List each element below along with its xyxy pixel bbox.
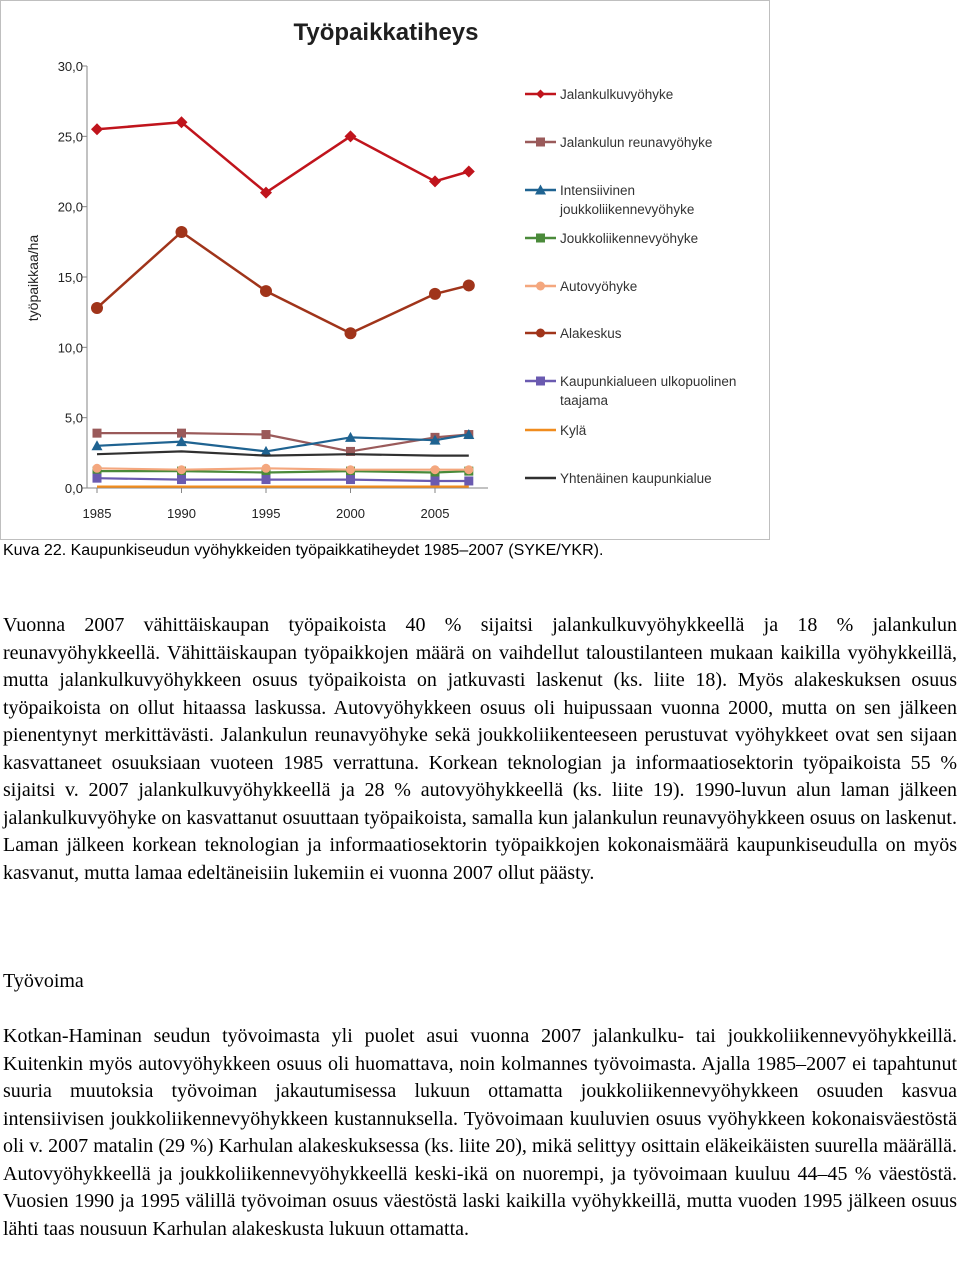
body-paragraph-1: Vuonna 2007 vähittäiskaupan työpaikoista 40 % sijaitsi jalankulkuvyöhykkeellä ja 18 % jalankulun reunavyöhykkeellä. Vähittäiskaupan työpaikkojen määrä on vaihdellut taloustilanteen mukaan kaikilla vyöhykkeillä, mutta jalankulkuvyöhykkeen osuus työpaikoista on jatkuvasti laskenut (ks. liite 18). Myös alakeskuksen osuus työpaikoista on ollut hitaassa laskussa. Autovyöhykkeen osuus oli huipussaan vuonna 2000, mutta on sen jälkeen pienentynyt merkittävästi. Jalankulun reunavyöhyke sekä joukkoliikenteeseen perustuvat vyöhykkeet ovat sen sijaan kasvattaneet osuuksiaan vuoteen 1985 verrattuna. Korkean teknologian ja informaatiosektorin työpaikoista 55 % sijaitsi v. 2007 jalankulkuvyöhykkeellä ja 28 % autovyöhykkeellä (ks. liite 19). 1990-luvun alun laman jälkeen jalankulkuvyöhyke on kasvattanut osuuttaan työpaikoista, samalla kun jalankulun reunavyöhykkeen osuus on laskenut. Laman jälkeen korkean teknologian ja informaatiosektorin työpaikkojen kokonaismäärä kaupunkiseudulla on myös kasvanut, mutta lamaa edeltäneisiin lukemiin ei vuonna 2007 ollut päästy. bbox=[3, 614, 957, 884]
data-point bbox=[177, 465, 186, 474]
data-point bbox=[176, 226, 188, 238]
legend-label-line: Kaupunkialueen ulkopuolinen bbox=[560, 374, 737, 389]
data-point bbox=[93, 474, 102, 483]
y-tick-label: 25,0 bbox=[57, 129, 83, 145]
y-tick-label: 20,0 bbox=[57, 199, 83, 215]
legend-label-line: Joukkoliikennevyöhyke bbox=[560, 231, 699, 246]
data-point bbox=[260, 285, 272, 297]
data-point bbox=[345, 327, 357, 339]
legend-label bbox=[560, 326, 622, 341]
legend-label bbox=[560, 87, 673, 102]
x-tick-label: 1995 bbox=[251, 506, 281, 521]
chart-title: Työpaikkatiheys bbox=[293, 19, 479, 46]
legend-label bbox=[560, 423, 587, 438]
y-tick-label: 0,0 bbox=[64, 481, 83, 496]
section-heading: Työvoima bbox=[3, 970, 84, 992]
legend-label-line: Jalankulkuvyöhyke bbox=[560, 87, 674, 102]
y-tick-label: 10,0 bbox=[57, 340, 83, 356]
x-tick-label: 1985 bbox=[82, 506, 112, 521]
y-tick-label: 5,0 bbox=[64, 410, 83, 426]
data-point bbox=[536, 234, 545, 243]
x-tick-label: 2005 bbox=[420, 506, 450, 521]
data-point bbox=[262, 475, 271, 484]
legend-label-line: taajama bbox=[560, 393, 609, 408]
legend-label-line: Autovyöhyke bbox=[560, 279, 638, 294]
data-point bbox=[431, 476, 440, 485]
data-point bbox=[93, 464, 102, 473]
data-point bbox=[464, 476, 473, 485]
legend-label-line: Jalankulun reunavyöhyke bbox=[560, 135, 713, 150]
data-point bbox=[464, 465, 473, 474]
body-paragraph-2: Kotkan-Haminan seudun työvoimasta yli puolet asui vuonna 2007 jalankulku- tai joukkoliikennevyöhykkeillä. Kuitenkin myös autovyöhykkeen osuus oli huomattava, noin kolmannes työvoimasta. Ajalla 1985–2007 ei tapahtunut suuria muutoksia työvoiman jakautumisessa lukuun ottamatta joukkoliikennevyöhykkeen osuuden kasvua intensiivisen joukkoliikennevyöhykkeen kustannuksella. Työvoimaan kuuluvien osuus vyöhykkeen kokonaisväestöstä oli v. 2007 matalin (29 %) Karhulan alakeskuksessa (ks. liite 20), mikä selittyy osittain eläkeikäisten suurella määrällä. Autovyöhykkeellä ja joukkoliikennevyöhykkeellä keski-ikä on nuorempi, ja työvoimaan kuuluu 44–45 % väestöstä. Vuosien 1990 ja 1995 välillä työvoiman osuus väestöstä laski kaikilla vyöhykkeillä, mutta vuoden 1995 jälkeen osuus lähti taas nousuun Karhulan alakeskusta lukuun ottamatta. bbox=[3, 1025, 957, 1240]
data-point bbox=[177, 475, 186, 484]
data-point bbox=[536, 377, 545, 386]
chart-figure bbox=[0, 0, 770, 540]
x-tick-label: 2000 bbox=[336, 506, 365, 521]
legend-label bbox=[560, 279, 637, 294]
data-point bbox=[93, 429, 102, 438]
data-point bbox=[429, 288, 441, 300]
line-chart bbox=[0, 0, 770, 540]
y-tick-label: 30,0 bbox=[57, 59, 83, 74]
chart-frame bbox=[1, 1, 770, 540]
legend-label-line: Yhtenäinen kaupunkialue bbox=[560, 471, 712, 486]
legend-label-line: Kylä bbox=[560, 423, 587, 438]
x-tick-label: 1990 bbox=[167, 506, 196, 521]
y-axis-label: työpaikkaa/ha bbox=[25, 234, 41, 322]
data-point bbox=[262, 430, 271, 439]
figure-caption: Kuva 22. Kaupunkiseudun vyöhykkeiden työpaikkatiheydet 1985–2007 (SYKE/YKR). bbox=[3, 542, 604, 559]
legend-label bbox=[560, 471, 712, 486]
data-point bbox=[536, 138, 545, 147]
data-point bbox=[91, 302, 103, 314]
legend-label bbox=[560, 231, 698, 246]
data-point bbox=[536, 282, 545, 291]
data-point bbox=[346, 465, 355, 474]
legend-label bbox=[560, 135, 712, 150]
legend-label-line: Intensiivinen bbox=[560, 183, 636, 198]
y-tick-label: 15,0 bbox=[57, 270, 83, 285]
data-point bbox=[262, 464, 271, 473]
data-point bbox=[536, 329, 545, 338]
legend-label-line: joukkoliikennevyöhyke bbox=[560, 202, 695, 217]
data-point bbox=[346, 475, 355, 484]
data-point bbox=[463, 279, 475, 291]
data-point bbox=[431, 465, 440, 474]
legend-label-line: Alakeskus bbox=[560, 326, 622, 341]
